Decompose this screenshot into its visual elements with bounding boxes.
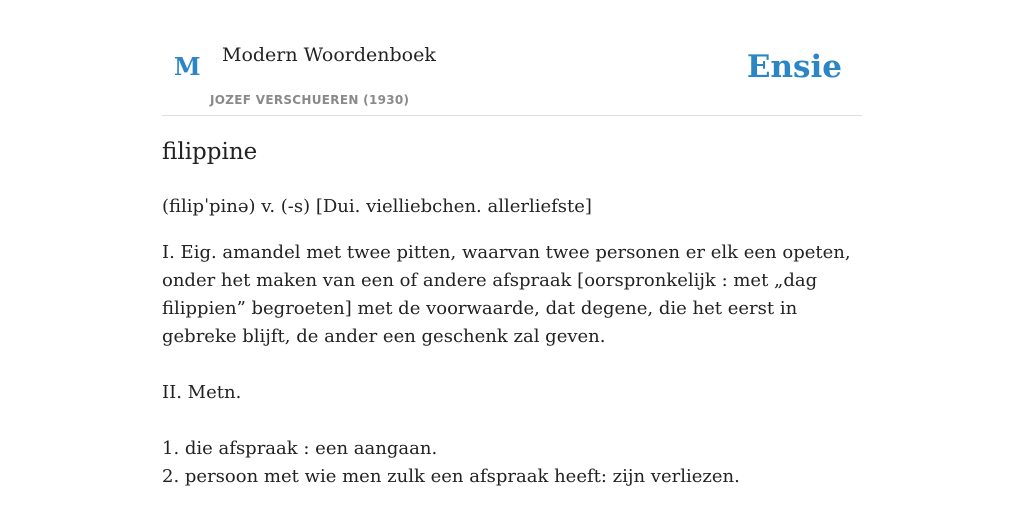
entry-pronunciation: (filipˈpinə) v. (-s) [Dui. vielliebchen. allerliefste] [162, 196, 592, 217]
sense-2-heading: II. Metn. [162, 382, 242, 403]
spacer [162, 407, 862, 435]
entry-definition [162, 239, 862, 491]
dictionary-logo[interactable]: M [174, 52, 201, 81]
dictionary-title[interactable]: Modern Woordenboek [222, 44, 436, 66]
entry-headword: filippine [162, 139, 258, 165]
spacer [162, 351, 862, 379]
sense-2-item: 1. die afspraak : een aangaan. [162, 438, 438, 459]
ensie-brand-logo[interactable]: Ensie [746, 49, 842, 85]
dictionary-page [162, 0, 862, 487]
dictionary-author: JOZEF VERSCHUEREN (1930) [210, 93, 410, 107]
sense-2-item: 2. persoon met wie men zulk een afspraak heeft: zijn verliezen. [162, 466, 740, 487]
dictionary-header [162, 0, 862, 116]
sense-1: I. Eig. amandel met twee pitten, waarvan twee personen er elk een opeten, onder het maken van een of andere afspraak [oorspronkelijk : met „dag filippien” begroeten] met de voorwaarde, dat degene, die het eerst in gebreke blijft, de ander een geschenk zal geven. [162, 242, 851, 347]
